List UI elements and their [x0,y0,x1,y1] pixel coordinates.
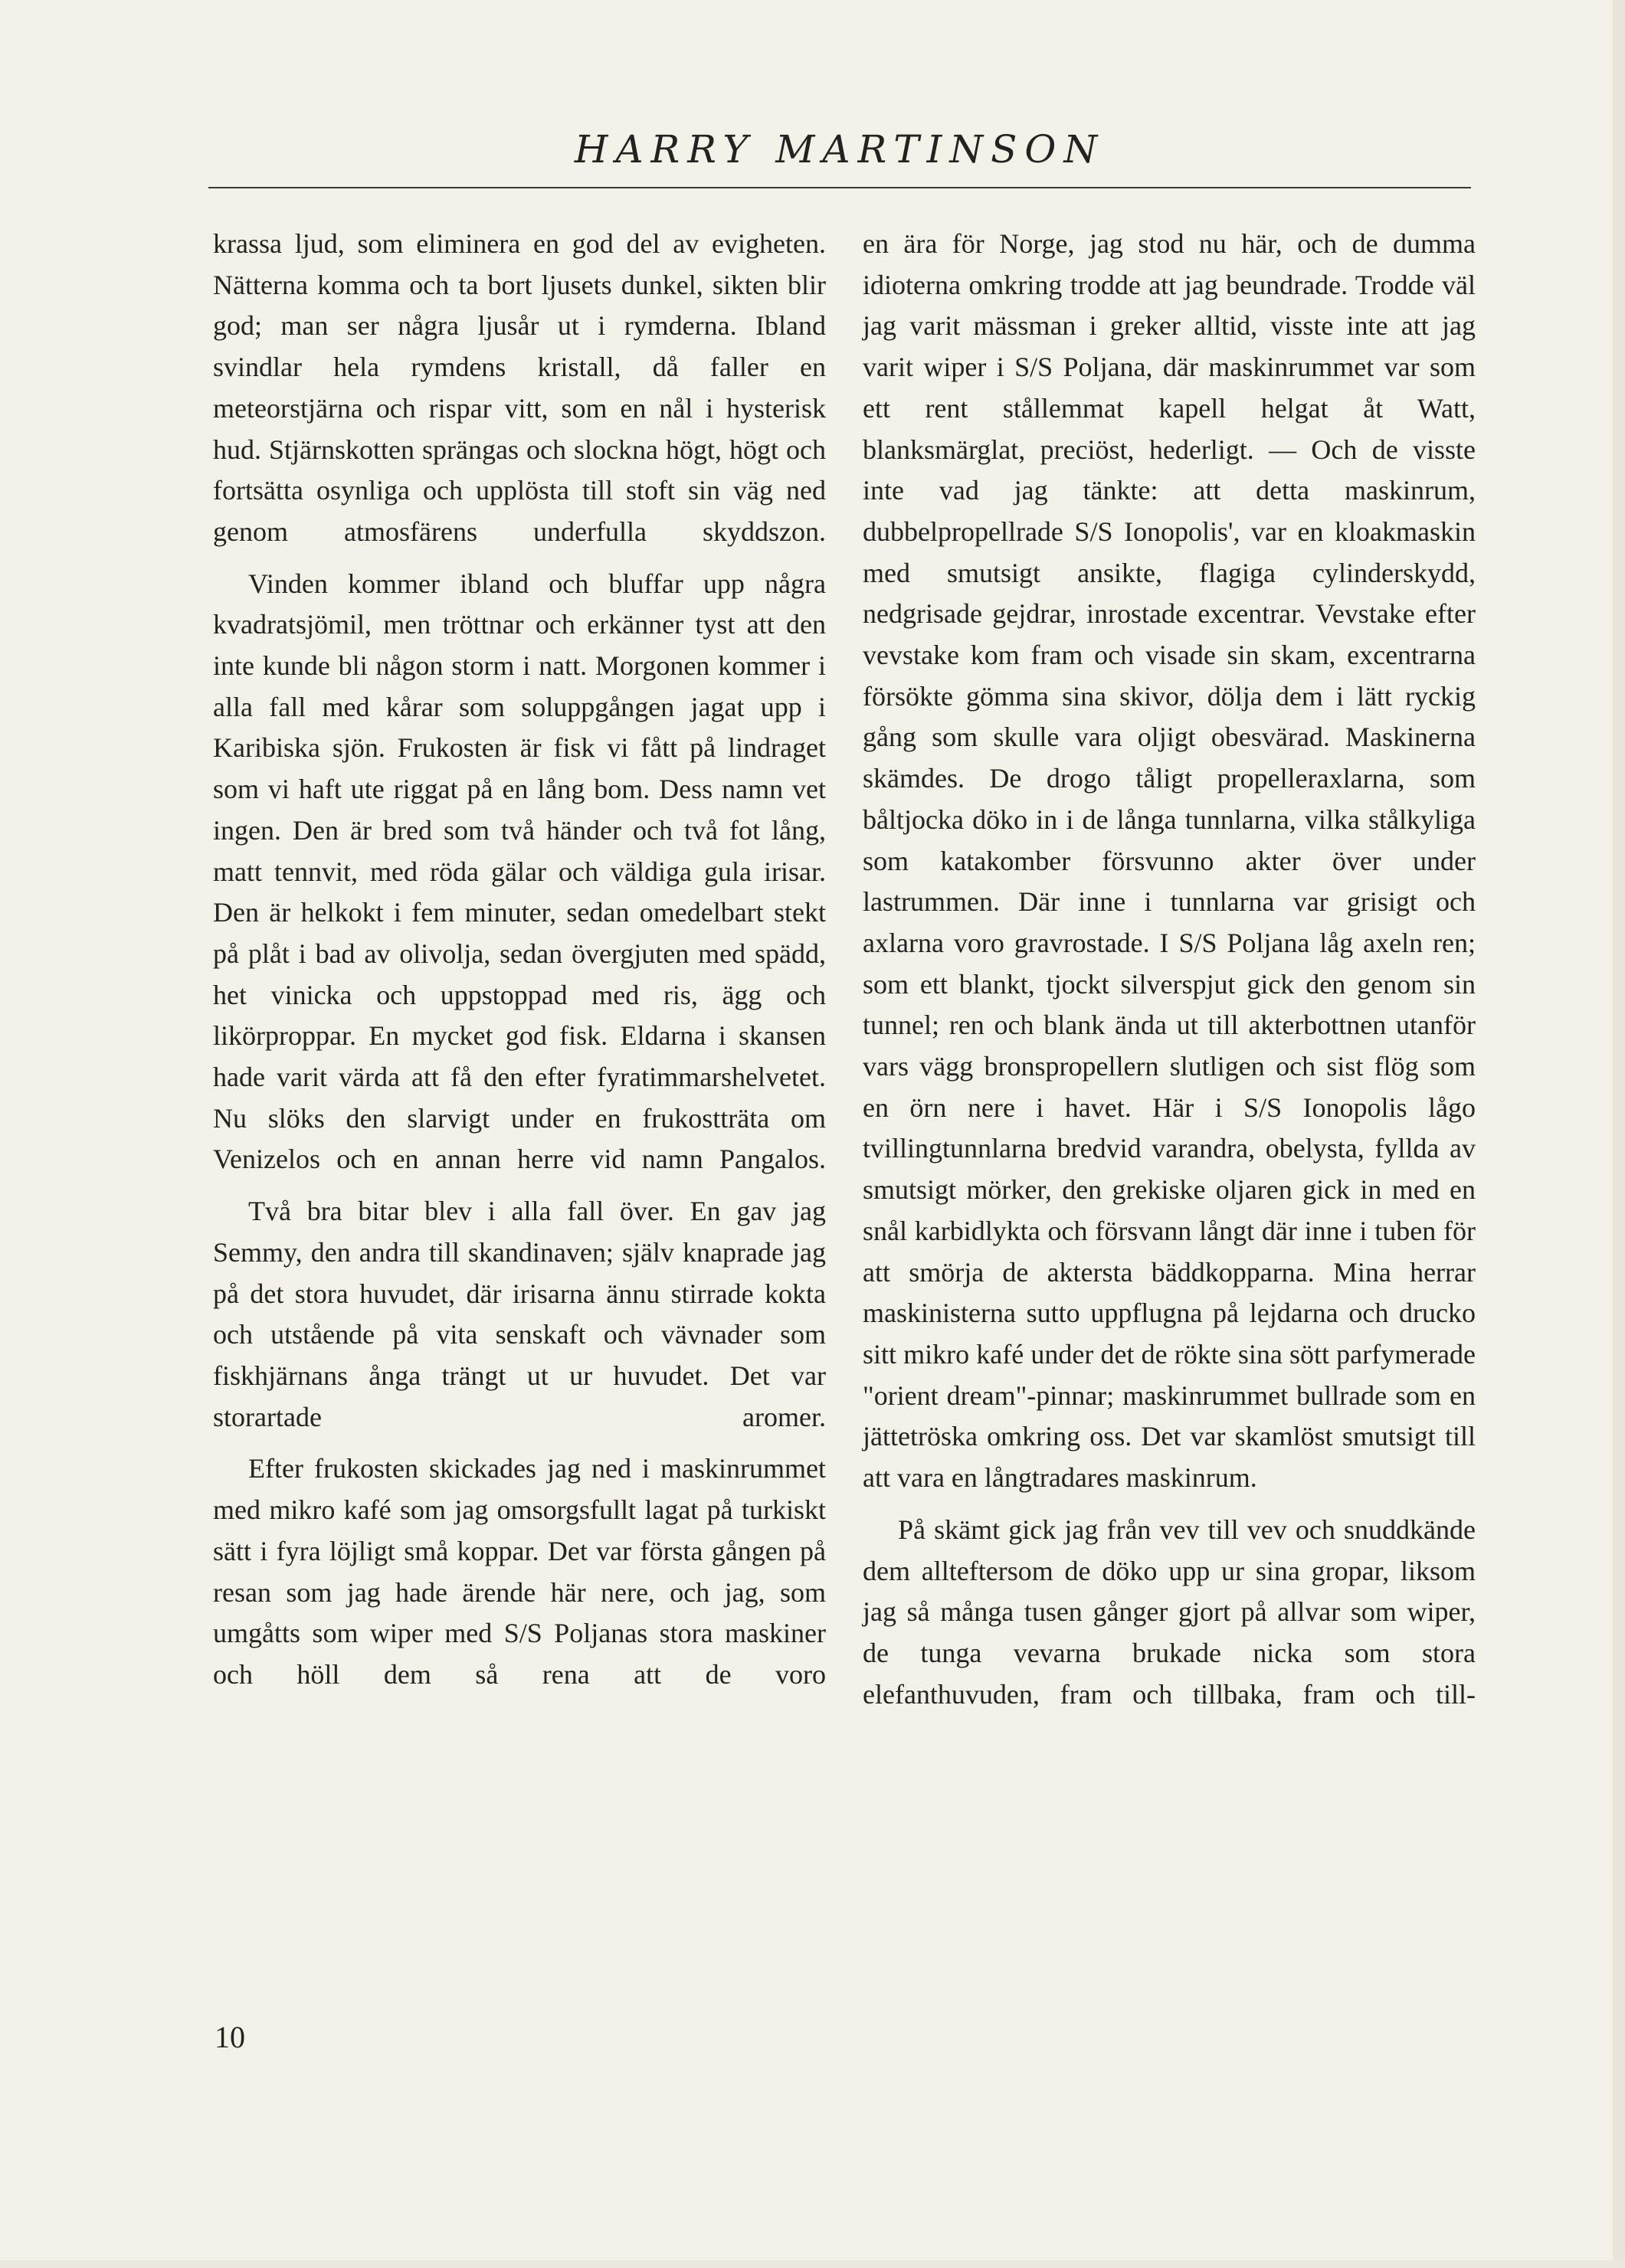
paragraph: Efter frukosten skickades jag ned i maskinrummet med mikro kafé som jag omsorgsfullt lagat på turkiskt sätt i fyra löjligt små koppar. Det var första gången på resan som jag hade ärende här nere, och jag, som umgåtts som wiper med S/S Poljanas stora maskiner och höll dem så rena att de voro [213,1453,826,1690]
running-head: HARRY MARTINSON [574,127,1106,172]
paragraph: en ära för Norge, jag stod nu här, och de dumma idioterna omkring trodde att jag beundrade. Trodde väl jag varit mässman i greker alltid, visste inte att jag varit wiper i S/S Poljana, där maskinrummet var som ett rent stållemmat kapell helgat åt Watt, blanksmärglat, preciöst, hederligt. — Och de visste inte vad jag tänkte: att detta maskinrum, dubbelpropellrade S/S Ionopolis', var en kloakmaskin med smutsigt ansikte, flagiga cylinderskydd, nedgrisade gejdrar, inrostade excentrar. Vevstake efter vevstake kom fram och visade sin skam, excentrarna försökte gömma sina skivor, dölja dem i lätt ryckig gång som skulle vara oljigt obesvärad. Maskinerna skämdes. De drogo tåligt propelleraxlarna, som båltjocka döko in i de långa tunnlarna, vilka stålkyliga som katakomber försvunno akter över under lastrummen. Där inne i tunnlarna var grisigt och axlarna voro gravrostade. I S/S Poljana låg axeln ren; som ett blankt, tjockt silverspjut gick den genom sin tunnel; ren och blank ända ut till akterbottnen utanför vars vägg bronspropellern slutligen och sist flög som en örn nere i havet. Här i S/S Ionopolis lågo tvillingtunnlarna bredvid varandra, obelysta, fyllda av smutsigt mörker, den grekiske oljaren gick in med en snål karbidlykta och försvann långt där inne i tuben för att smörja de aktersta bäddkopparna. Mina herrar maskinisterna sutto uppflugna på lejdarna och drucko sitt mikro kafé under det de rökte sina sött parfymerade "orient dream"-pinnar; maskinrummet bullrade som en jättetröska omkring oss. Det var skamlöst smutsigt till att vara en långtradares maskinrum. [863,228,1476,1494]
page-bottom-edge [0,2260,1625,2268]
paragraph: krassa ljud, som eliminera en god del av evigheten. Nätterna komma och ta bort ljusets dunkel, sikten blir god; man ser några ljusår ut i rymderna. Ibland svindlar hela rymdens kristall, då faller en meteorstjärna och rispar vitt, som en nål i hysterisk hud. Stjärnskotten sprängas och slockna högt, högt och fortsätta osynliga och upplösta till stoft sin väg ned genom atmosfärens underfulla skyddszon. [213,228,826,547]
page-edge-shadow [1613,0,1625,2268]
left-column [213,224,826,1696]
paragraph: På skämt gick jag från vev till vev och snuddkände dem allteftersom de döko upp ur sina gropar, liksom jag så många tusen gånger gjort på allvar som wiper, de tunga vevarna brukade nicka som stora elefanthuvuden, fram och tillbaka, fram och till- [863,1514,1476,1710]
right-column [863,224,1476,1715]
paragraph: Vinden kommer ibland och bluffar upp några kvadratsjömil, men tröttnar och erkänner tyst att den inte kunde bli någon storm i natt. Morgonen kommer i alla fall med kårar som soluppgången jagat upp i Karibiska sjön. Frukosten är fisk vi fått på lindraget som vi haft ute riggat på en lång bom. Dess namn vet ingen. Den är bred som två händer och två fot lång, matt tennvit, med röda gälar och väldiga gula irisar. Den är helkokt i fem minuter, sedan omedelbart stekt på plåt i bad av olivolja, sedan övergjuten med spädd, het vinicka och uppstoppad med ris, ägg och likörproppar. En mycket god fisk. Eldarna i skansen hade varit värda att få den efter fyratimmarshelvetet. Nu slöks den slarvigt under en frukostträta om Venizelos och en annan herre vid namn Pangalos. [213,568,826,1175]
paragraph: Två bra bitar blev i alla fall över. En gav jag Semmy, den andra till skandinaven; själv knaprade jag på det stora huvudet, där irisarna ännu stirrade kokta och utstående på vita senskaft och vävnader som fiskhjärnans ånga trängt ut ur huvudet. Det var storartade aromer. [213,1196,826,1432]
page-number: 10 [215,2020,245,2054]
header-rule [208,187,1471,188]
